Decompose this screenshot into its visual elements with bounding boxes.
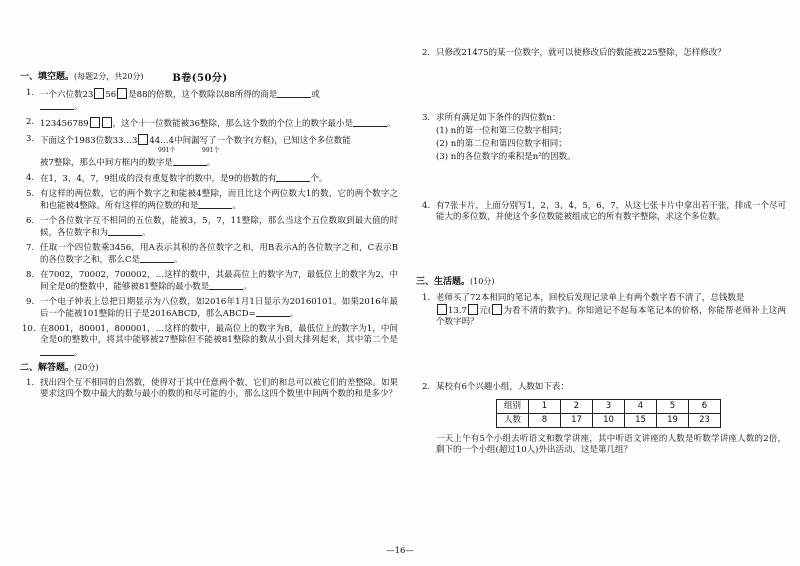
question-number: 2. xyxy=(422,48,431,58)
solve-question-3 xyxy=(416,113,786,163)
table-cell: 17 xyxy=(561,414,593,428)
question-text: 任取一个四位数乘3456，用A表示其积的各位数字之和，用B表示A的各位数字之和，C表示B的各位数字之和，那么C是 xyxy=(40,243,398,266)
table-cell: 8 xyxy=(529,414,561,428)
section-solve xyxy=(20,363,398,375)
table-cell: 5 xyxy=(657,400,689,414)
question-text: 。 xyxy=(142,228,151,239)
table-row xyxy=(497,400,721,414)
question-text: 元( xyxy=(478,306,492,317)
solve-question-1 xyxy=(20,378,398,400)
answer-blank[interactable] xyxy=(209,281,243,290)
brace-label: 991个 xyxy=(202,146,220,154)
question-text: 在8001，80001，800001，…这样的数中，最高位上的数字为8，最低位上的数字为1，中间全是0的整数中，将其中能够被27整除但不能被81整除的数从小到大排列起来，其中第二个是 xyxy=(40,324,398,346)
left-column xyxy=(20,72,398,404)
question-text: 13.7 xyxy=(448,306,467,317)
answer-blank[interactable] xyxy=(353,118,387,127)
question-text: 有7张卡片，上面分别写1，2，3，4，5，6，7，从这七张卡片中拿出若干张，排成一个尽可能大的多位数，并使这个多位数能被组成它的所有数字整除，求这个多位数。 xyxy=(436,201,786,223)
solve-question-4 xyxy=(416,201,786,223)
question-text: 在7002，70002，700002，…这样的数中，其最高位上的数字为7，最低位上的数字为2，中间全是0的整数中，能够被81整除的最小数是 xyxy=(40,270,398,293)
condition-2: (2) n的第二位和第四位数字相同； xyxy=(436,139,567,150)
question-text: 在1，3，4，7，9组成的没有重复数字的数中，是9的倍数的有 xyxy=(40,173,277,184)
life-question-2 xyxy=(416,382,786,393)
question-7 xyxy=(20,243,398,266)
question-text: 。 xyxy=(206,157,216,168)
table-cell: 6 xyxy=(689,400,721,414)
section-fill xyxy=(20,72,398,84)
question-text: 。 xyxy=(232,201,241,212)
solve-question-2 xyxy=(416,48,786,59)
table-cell: 4 xyxy=(625,400,657,414)
table-header-cell: 人数 xyxy=(497,414,529,428)
section-fill-note: (每题2分，共20分) xyxy=(74,72,144,81)
group-table xyxy=(496,399,721,428)
question-number: 1. xyxy=(26,378,35,389)
answer-space xyxy=(416,332,786,382)
question-2 xyxy=(20,117,398,130)
digit-box xyxy=(117,88,127,99)
question-text: 有这样的两位数，它的两个数字之和能被4整除，而且比这个两位数大1的数，它的两个数字之和也能被4整除。所有这样的两位数的和是 xyxy=(40,188,398,212)
answer-blank[interactable] xyxy=(40,347,74,356)
digit-box xyxy=(468,304,478,315)
table-cell: 2 xyxy=(561,400,593,414)
question-text: 找出四个互不相同的自然数，使得对于其中任意两个数，它们的和总可以被它们的差整除。如果要求这四个数中最大的数与最小的数的和尽可能的小，那么这四个数里中间两个数的和是多少？ xyxy=(40,378,398,400)
question-text: 某校有6个兴趣小组，人数如下表： xyxy=(436,382,569,393)
question-text: 一个六位数23 xyxy=(40,89,94,100)
digit-box xyxy=(94,88,104,99)
table-row xyxy=(497,414,721,428)
question-8 xyxy=(20,270,398,293)
answer-blank[interactable] xyxy=(256,308,290,317)
answer-blank[interactable] xyxy=(198,200,232,209)
question-text: 56 xyxy=(105,89,117,100)
question-1 xyxy=(20,88,398,113)
digit-box xyxy=(437,304,447,315)
question-number: 6. xyxy=(26,216,35,227)
question-4 xyxy=(20,173,398,185)
question-text: 。 xyxy=(74,347,83,358)
question-text: 。 xyxy=(387,118,396,129)
digit-box xyxy=(90,117,100,128)
question-text: 个。 xyxy=(310,173,328,184)
answer-blank[interactable] xyxy=(108,227,142,236)
question-text: 一天上午有5个小组去听语文和数学讲座，其中听语文讲座的人数是听数学讲座人数的2倍，剩下的一个小组(超过10人)外出活动，这是第几组？ xyxy=(436,434,786,456)
answer-blank[interactable] xyxy=(277,89,311,98)
question-5 xyxy=(20,189,398,212)
digit-count-braces xyxy=(20,147,398,157)
question-number: 5. xyxy=(26,188,35,199)
table-cell: 10 xyxy=(593,414,625,428)
question-text: 是88的倍数，这个数除以88所得的商是 xyxy=(128,89,278,100)
question-text: 。 xyxy=(289,309,299,320)
answer-space xyxy=(416,227,786,277)
answer-space xyxy=(416,167,786,201)
table-cell: 3 xyxy=(593,400,625,414)
life-question-1 xyxy=(416,293,786,328)
question-text: 下面这个1983位数33…3 xyxy=(40,135,138,146)
brace-label: 991个 xyxy=(158,146,176,154)
section-life xyxy=(416,277,786,289)
question-3 xyxy=(20,134,398,147)
question-text: 一个电子钟表上总把日期显示为八位数，如2016年1月1日显示为20160101。如果2016年最后一个能被101整除的日子是2016ABCD，那么ABCD= xyxy=(40,297,398,320)
question-number: 1. xyxy=(422,293,431,304)
section-life-label: 三、生活题。 xyxy=(416,277,471,288)
paper-title: B卷(50分) xyxy=(172,73,228,84)
question-text: 44…4中间漏写了一个数字(方框)，已知这个多位数能 xyxy=(149,135,351,146)
question-number: 7. xyxy=(26,243,35,254)
answer-blank[interactable] xyxy=(276,173,310,182)
digit-box xyxy=(102,117,112,128)
question-number: 1. xyxy=(26,87,35,98)
answer-space xyxy=(416,63,786,113)
question-number: 8. xyxy=(26,270,35,281)
question-6 xyxy=(20,216,398,239)
section-life-note: (10分) xyxy=(470,277,495,287)
question-number: 2. xyxy=(422,382,431,393)
question-number: 10. xyxy=(22,324,36,335)
question-text: 。 xyxy=(74,101,83,112)
table-cell: 15 xyxy=(625,414,657,428)
answer-blank[interactable] xyxy=(40,101,74,110)
question-text: 。 xyxy=(174,255,183,266)
right-column xyxy=(416,48,786,460)
question-number: 4. xyxy=(422,201,431,212)
question-3-cont xyxy=(20,157,398,169)
question-text: 求所有满足如下条件的四位数n： xyxy=(436,113,561,124)
section-solve-note: (20分) xyxy=(74,362,99,372)
question-text: ，这个十一位数能被36整除，那么这个数的个位上的数字最小是 xyxy=(112,118,353,129)
condition-1: (1) n的第一位和第三位数字相同； xyxy=(436,126,567,137)
question-number: 3. xyxy=(26,133,35,144)
question-10 xyxy=(20,324,398,358)
life-question-2-cont xyxy=(416,434,786,456)
question-text: 一个各位数字互不相同的五位数，能被3，5，7，11整除，那么当这个五位数取到最大值的时候，各位数字和为 xyxy=(40,216,398,239)
question-text: 为看不清的数字)。你知道记不起每本笔记本的价格，你能帮老师补上这两个数字吗？ xyxy=(436,306,786,328)
table-cell: 19 xyxy=(657,414,689,428)
question-text: 只修改21475的某一位数字，就可以使修改后的数能被225整除，怎样修改？ xyxy=(436,48,726,58)
answer-blank[interactable] xyxy=(140,254,174,263)
section-solve-label: 二、解答题。 xyxy=(20,362,75,373)
question-number: 9. xyxy=(26,297,35,308)
question-9 xyxy=(20,297,398,320)
question-text: 被7整除，那么中间方框内的数字是 xyxy=(40,157,173,168)
section-fill-label: 一、填空题。 xyxy=(20,72,75,82)
table-cell: 1 xyxy=(529,400,561,414)
digit-box xyxy=(138,134,148,145)
answer-blank[interactable] xyxy=(173,157,207,166)
table-cell: 23 xyxy=(689,414,721,428)
question-number: 4. xyxy=(26,172,35,183)
condition-3: (3) n的各位数字的乘积是n²的因数。 xyxy=(436,152,576,163)
page-number: —16— xyxy=(386,546,414,556)
question-text: 或 xyxy=(311,89,320,100)
question-number: 3. xyxy=(422,113,431,124)
digit-box xyxy=(492,304,502,315)
question-text: 。 xyxy=(243,282,252,293)
question-number: 2. xyxy=(26,116,35,127)
question-text: 123456789 xyxy=(40,118,89,129)
table-header-cell: 组别 xyxy=(497,400,529,414)
question-text: 老师买了72本相同的笔记本，回校后发现记录单上有两个数字看不清了，总钱数是 xyxy=(436,293,745,304)
